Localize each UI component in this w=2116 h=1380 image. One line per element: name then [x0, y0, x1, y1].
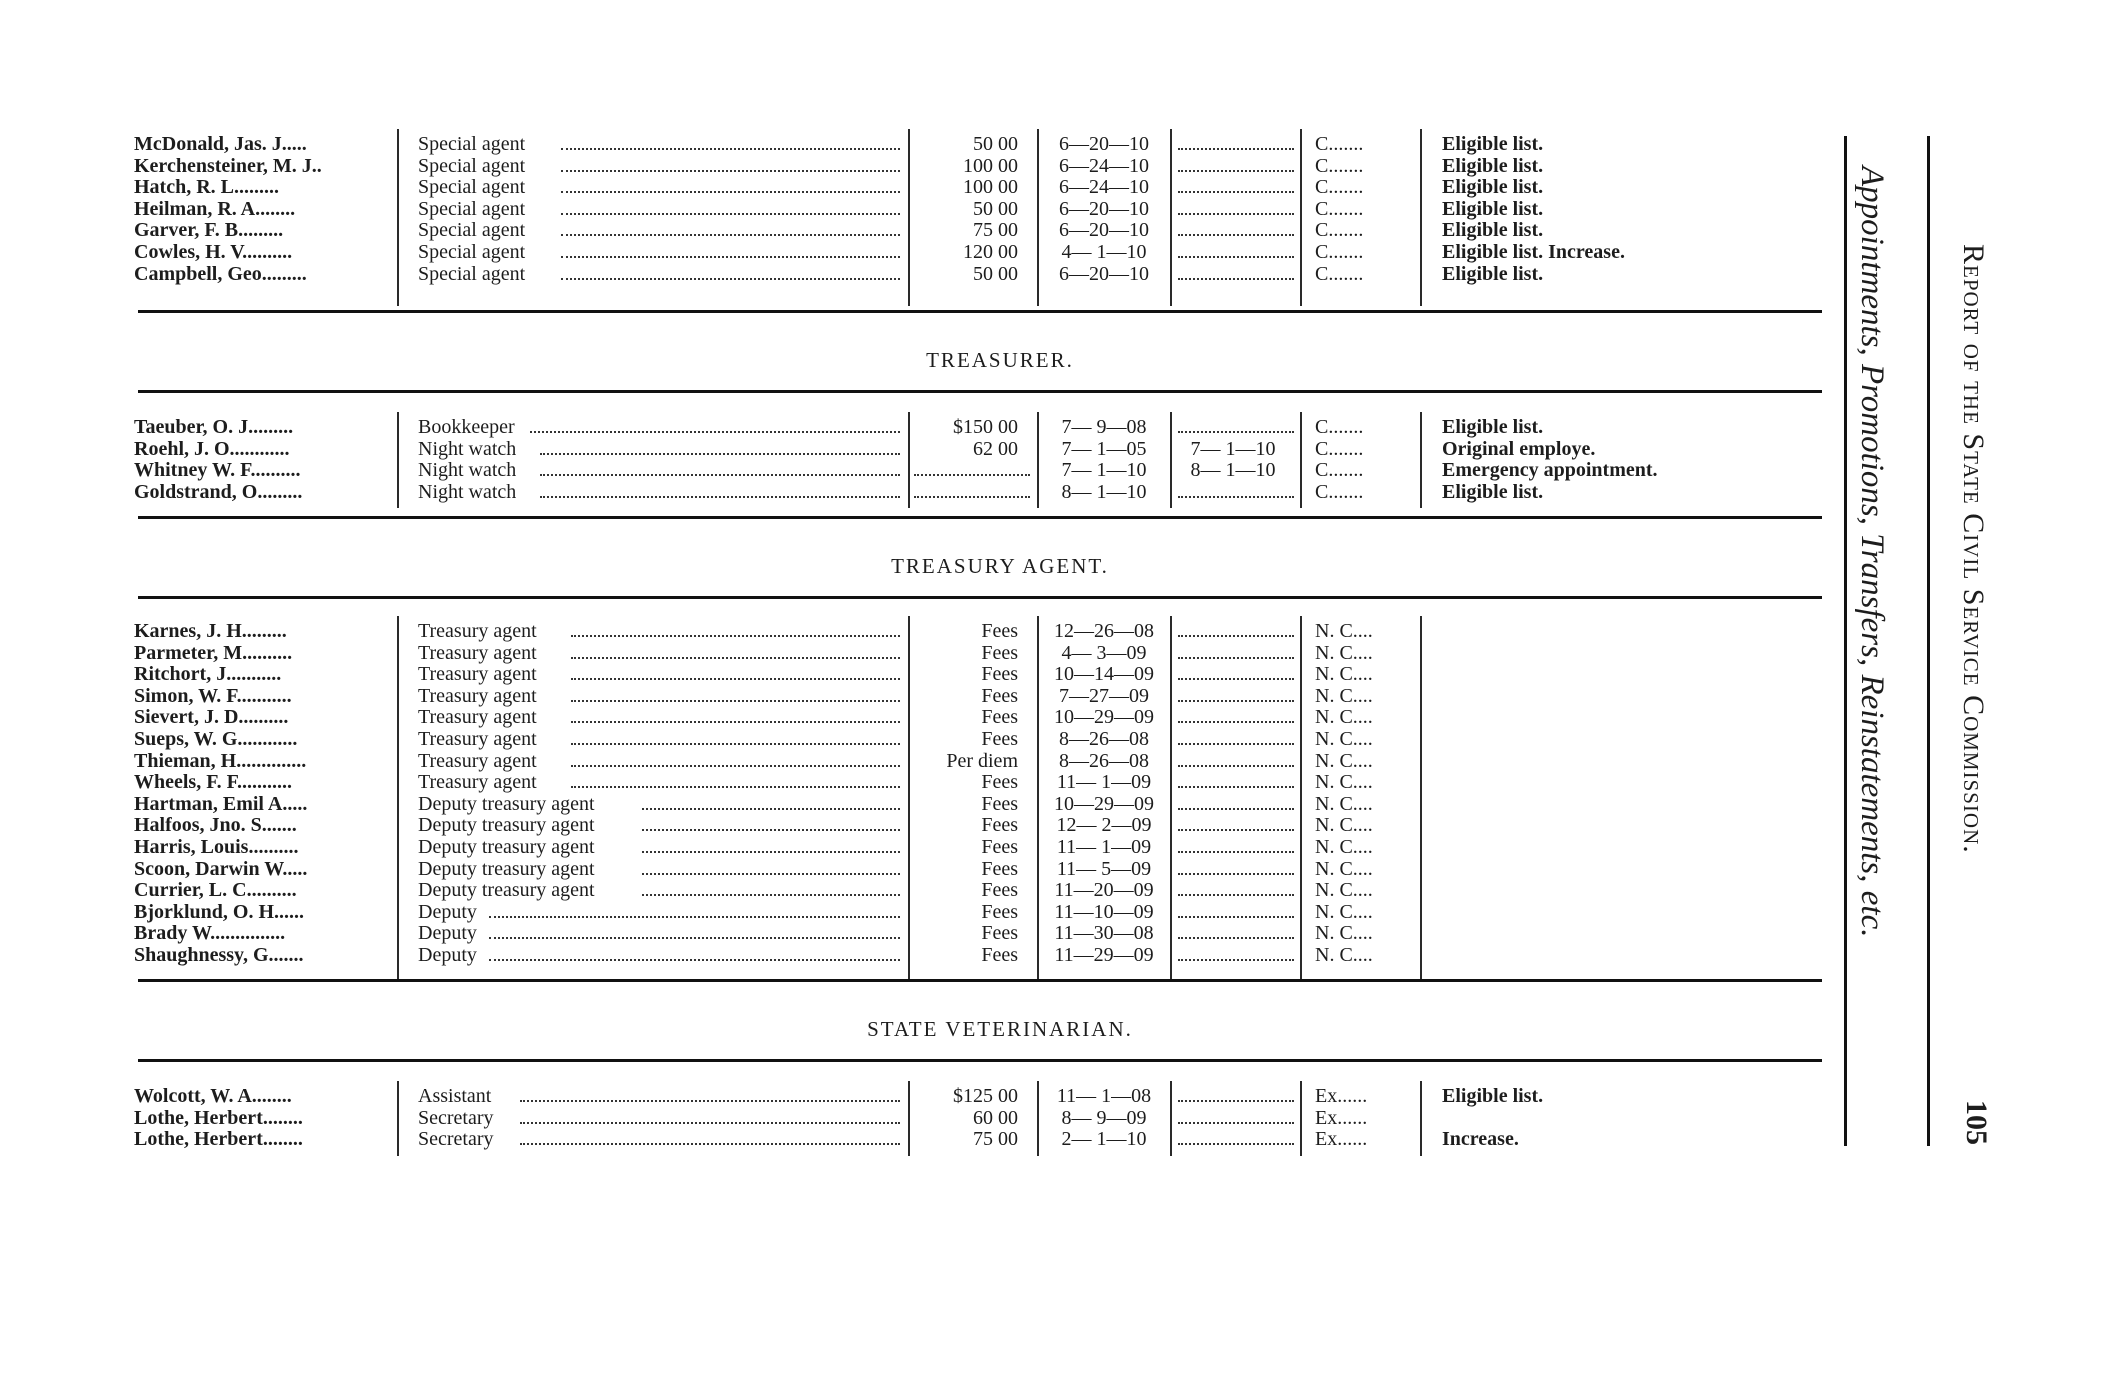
column-divider: [1420, 129, 1422, 306]
table-row: [0, 1128, 2116, 1150]
section-rule: [138, 310, 1822, 313]
table-row: [0, 793, 2116, 815]
cell-name: Currier, L. C..........: [134, 879, 297, 902]
cell-name: Cowles, H. V..........: [134, 241, 293, 263]
dot-leader: [1178, 411, 1294, 433]
cell-class: C.......: [1315, 176, 1364, 199]
cell-position: Night watch: [418, 459, 517, 482]
cell-remarks: Eligible list. Increase.: [1442, 241, 1625, 263]
cell-date1: 11—10—09: [1054, 900, 1154, 923]
cell-class: Ex......: [1315, 1085, 1368, 1107]
table-row: [0, 771, 2116, 793]
cell-salary: Per diem: [946, 749, 1018, 772]
cell-position: Deputy: [418, 944, 477, 966]
cell-remarks: Eligible list.: [1442, 480, 1544, 503]
cell-salary: 50 00: [973, 262, 1018, 285]
cell-name: Lothe, Herbert........: [134, 1128, 303, 1151]
cell-class: C.......: [1315, 133, 1364, 155]
cell-name: Wolcott, W. A........: [134, 1085, 292, 1107]
cell-position: Assistant: [418, 1085, 492, 1107]
column-divider: [1037, 616, 1039, 980]
column-divider: [1300, 616, 1302, 980]
column-divider: [908, 1081, 910, 1156]
cell-position: Special agent: [418, 197, 526, 220]
dot-leader: [1178, 150, 1294, 172]
running-head: Report of the State Civil Service Commission.: [1957, 244, 1990, 854]
dot-leader: [530, 411, 900, 433]
page-number: 105: [1960, 1100, 1993, 1145]
cell-class: N. C....: [1315, 641, 1373, 664]
dot-leader: [1178, 853, 1294, 875]
column-divider: [1170, 129, 1172, 306]
dot-leader: [642, 874, 900, 896]
table-row: [0, 176, 2116, 198]
dot-leader: [1178, 939, 1294, 961]
cell-position: Treasury agent: [418, 663, 537, 686]
cell-name: Hatch, R. L.........: [134, 176, 279, 199]
column-divider: [397, 412, 399, 508]
column-divider: [1037, 412, 1039, 508]
dot-leader: [1178, 723, 1294, 745]
cell-salary: Fees: [981, 814, 1018, 837]
cell-name: McDonald, Jas. J.....: [134, 133, 307, 155]
cell-date2: 8— 1—10: [1190, 459, 1276, 482]
side-rule-right: [1927, 136, 1930, 1146]
cell-class: C.......: [1315, 262, 1364, 285]
dot-leader: [571, 723, 900, 745]
dot-leader: [914, 454, 1030, 476]
dot-leader: [540, 454, 900, 476]
dot-leader: [489, 896, 900, 918]
table-row: [0, 198, 2116, 220]
column-divider: [1170, 1081, 1172, 1156]
dot-leader: [561, 214, 900, 236]
cell-name: Hartman, Emil A.....: [134, 792, 308, 815]
cell-salary: $125 00: [953, 1085, 1018, 1107]
cell-position: Night watch: [418, 437, 517, 460]
column-divider: [908, 616, 910, 980]
cell-position: Special agent: [418, 262, 526, 285]
section-title: TREASURER.: [926, 348, 1074, 372]
cell-salary: 100 00: [963, 154, 1018, 177]
cell-salary: Fees: [981, 684, 1018, 707]
cell-name: Ritchort, J...........: [134, 663, 282, 686]
cell-name: Whitney W. F..........: [134, 459, 301, 482]
cell-date1: 11—20—09: [1054, 879, 1154, 902]
table-row: [0, 620, 2116, 642]
dot-leader: [561, 258, 900, 280]
dot-leader: [561, 128, 900, 150]
cell-class: C.......: [1315, 437, 1364, 460]
cell-position: Deputy treasury agent: [418, 879, 595, 902]
cell-remarks: Eligible list.: [1442, 197, 1544, 220]
cell-position: Treasury agent: [418, 749, 537, 772]
cell-remarks: Eligible list.: [1442, 1085, 1544, 1107]
cell-salary: 75 00: [973, 1128, 1018, 1151]
cell-class: N. C....: [1315, 684, 1373, 707]
cell-name: Kerchensteiner, M. J..: [134, 154, 322, 177]
cell-salary: 50 00: [973, 133, 1018, 155]
cell-date1: 11— 1—09: [1056, 771, 1152, 794]
cell-name: Parmeter, M..........: [134, 641, 293, 664]
section-title: TREASURY AGENT.: [891, 554, 1109, 578]
side-rule-left: [1844, 136, 1847, 1146]
cell-name: Harris, Louis..........: [134, 836, 299, 858]
dot-leader: [1178, 1102, 1294, 1124]
cell-class: C.......: [1315, 241, 1364, 263]
cell-class: N. C....: [1315, 944, 1373, 966]
column-divider: [1037, 129, 1039, 306]
cell-position: Special agent: [418, 241, 526, 263]
cell-position: Deputy treasury agent: [418, 836, 595, 858]
cell-position: Special agent: [418, 176, 526, 199]
dot-leader: [1178, 615, 1294, 637]
cell-position: Treasury agent: [418, 641, 537, 664]
cell-salary: Fees: [981, 879, 1018, 902]
cell-name: Thieman, H..............: [134, 749, 307, 772]
cell-date1: 6—20—10: [1059, 133, 1149, 155]
cell-date1: 11—29—09: [1054, 944, 1154, 966]
dot-leader: [561, 236, 900, 258]
cell-remarks: Eligible list.: [1442, 416, 1544, 438]
column-divider: [397, 616, 399, 980]
table-row: [0, 642, 2116, 664]
cell-name: Scoon, Darwin W.....: [134, 857, 308, 880]
table-row: [0, 263, 2116, 285]
cell-position: Treasury agent: [418, 706, 537, 729]
dot-leader: [571, 701, 900, 723]
table-row: [0, 438, 2116, 460]
table-row: [0, 706, 2116, 728]
cell-salary: $150 00: [953, 416, 1018, 438]
dot-leader: [1178, 896, 1294, 918]
cell-position: Special agent: [418, 154, 526, 177]
table-row: [0, 133, 2116, 155]
cell-date1: 7— 1—10: [1061, 459, 1147, 482]
cell-class: N. C....: [1315, 879, 1373, 902]
column-divider: [397, 1081, 399, 1156]
dot-leader: [1178, 766, 1294, 788]
dot-leader: [1178, 128, 1294, 150]
dot-leader: [489, 917, 900, 939]
cell-date1: 8—26—08: [1059, 728, 1149, 750]
table-row: [0, 685, 2116, 707]
cell-date1: 8— 9—09: [1061, 1106, 1147, 1129]
cell-name: Brady W...............: [134, 922, 286, 945]
cell-salary: 120 00: [963, 241, 1018, 263]
section-rule: [138, 390, 1822, 393]
cell-date1: 6—20—10: [1059, 197, 1149, 220]
cell-remarks: Eligible list.: [1442, 219, 1544, 242]
cell-salary: 50 00: [973, 197, 1018, 220]
table-row: [0, 663, 2116, 685]
cell-position: Deputy treasury agent: [418, 792, 595, 815]
cell-position: Deputy treasury agent: [418, 814, 595, 837]
cell-class: C.......: [1315, 219, 1364, 242]
cell-class: N. C....: [1315, 857, 1373, 880]
column-divider: [1420, 412, 1422, 508]
column-divider: [397, 129, 399, 306]
cell-class: N. C....: [1315, 771, 1373, 794]
table-row: [0, 858, 2116, 880]
table-row: [0, 901, 2116, 923]
cell-date1: 11— 1—09: [1056, 836, 1152, 858]
table-row: [0, 241, 2116, 263]
cell-name: Simon, W. F...........: [134, 684, 292, 707]
dot-leader: [540, 476, 900, 498]
cell-salary: Fees: [981, 771, 1018, 794]
table-row: [0, 1085, 2116, 1107]
cell-date1: 10—29—09: [1054, 792, 1154, 815]
dot-leader: [1178, 745, 1294, 767]
column-divider: [1300, 412, 1302, 508]
cell-class: N. C....: [1315, 663, 1373, 686]
dot-leader: [540, 433, 900, 455]
dot-leader: [642, 831, 900, 853]
table-row: [0, 879, 2116, 901]
cell-salary: Fees: [981, 857, 1018, 880]
cell-date1: 10—29—09: [1054, 706, 1154, 729]
dot-leader: [561, 193, 900, 215]
cell-name: Sievert, J. D..........: [134, 706, 289, 729]
cell-salary: Fees: [981, 706, 1018, 729]
cell-class: N. C....: [1315, 836, 1373, 858]
dot-leader: [489, 939, 900, 961]
table-row: [0, 922, 2116, 944]
cell-salary: 75 00: [973, 219, 1018, 242]
table-row: [0, 836, 2116, 858]
cell-salary: Fees: [981, 836, 1018, 858]
cell-position: Special agent: [418, 133, 526, 155]
cell-date1: 2— 1—10: [1061, 1128, 1147, 1151]
dot-leader: [1178, 1123, 1294, 1145]
cell-position: Secretary: [418, 1106, 494, 1129]
dot-leader: [1178, 788, 1294, 810]
cell-salary: Fees: [981, 620, 1018, 642]
cell-salary: Fees: [981, 728, 1018, 750]
cell-class: N. C....: [1315, 900, 1373, 923]
cell-class: N. C....: [1315, 728, 1373, 750]
dot-leader: [520, 1102, 900, 1124]
dot-leader: [561, 171, 900, 193]
dot-leader: [571, 637, 900, 659]
cell-class: N. C....: [1315, 922, 1373, 945]
dot-leader: [1178, 258, 1294, 280]
cell-date1: 4— 1—10: [1061, 241, 1147, 263]
cell-class: C.......: [1315, 459, 1364, 482]
cell-salary: Fees: [981, 944, 1018, 966]
cell-position: Special agent: [418, 219, 526, 242]
column-divider: [1420, 1081, 1422, 1156]
cell-remarks: Eligible list.: [1442, 176, 1544, 199]
cell-position: Deputy: [418, 900, 477, 923]
dot-leader: [561, 150, 900, 172]
cell-name: Shaughnessy, G.......: [134, 944, 304, 966]
dot-leader: [571, 745, 900, 767]
cell-position: Treasury agent: [418, 728, 537, 750]
dot-leader: [571, 615, 900, 637]
cell-date2: 7— 1—10: [1190, 437, 1276, 460]
column-divider: [1170, 412, 1172, 508]
dot-leader: [1178, 1080, 1294, 1102]
section-rule: [138, 516, 1822, 519]
section-rule: [138, 1059, 1822, 1062]
cell-salary: 60 00: [973, 1106, 1018, 1129]
cell-class: Ex......: [1315, 1106, 1368, 1129]
cell-salary: 62 00: [973, 437, 1018, 460]
cell-salary: Fees: [981, 641, 1018, 664]
cell-name: Taeuber, O. J.........: [134, 416, 294, 438]
dot-leader: [571, 658, 900, 680]
dot-leader: [642, 788, 900, 810]
cell-date1: 8— 1—10: [1061, 480, 1147, 503]
cell-class: C.......: [1315, 416, 1364, 438]
cell-position: Treasury agent: [418, 771, 537, 794]
dot-leader: [1178, 171, 1294, 193]
cell-date1: 10—14—09: [1054, 663, 1154, 686]
dot-leader: [1178, 874, 1294, 896]
cell-position: Deputy treasury agent: [418, 857, 595, 880]
cell-position: Treasury agent: [418, 620, 537, 642]
cell-name: Halfoos, Jno. S.......: [134, 814, 297, 837]
cell-date1: 6—20—10: [1059, 262, 1149, 285]
dot-leader: [1178, 658, 1294, 680]
cell-class: N. C....: [1315, 620, 1373, 642]
column-divider: [1300, 129, 1302, 306]
table-row: [0, 459, 2116, 481]
cell-date1: 7— 9—08: [1061, 416, 1147, 438]
column-divider: [1170, 616, 1172, 980]
table-row: [0, 814, 2116, 836]
table-row: [0, 155, 2116, 177]
dot-leader: [571, 766, 900, 788]
cell-date1: 6—20—10: [1059, 219, 1149, 242]
cell-salary: Fees: [981, 922, 1018, 945]
column-divider: [908, 412, 910, 508]
dot-leader: [1178, 809, 1294, 831]
cell-date1: 12—26—08: [1054, 620, 1154, 642]
cell-name: Roehl, J. O............: [134, 437, 290, 460]
table-row: [0, 750, 2116, 772]
cell-date1: 6—24—10: [1059, 154, 1149, 177]
cell-name: Wheels, F. F...........: [134, 771, 292, 794]
dot-leader: [1178, 680, 1294, 702]
cell-date1: 11— 1—08: [1056, 1085, 1152, 1107]
cell-class: C.......: [1315, 154, 1364, 177]
table-row: [0, 1107, 2116, 1129]
cell-name: Campbell, Geo.........: [134, 262, 307, 285]
cell-name: Bjorklund, O. H......: [134, 900, 305, 923]
table-row: [0, 728, 2116, 750]
dot-leader: [520, 1123, 900, 1145]
section-title: STATE VETERINARIAN.: [867, 1017, 1133, 1041]
cell-position: Bookkeeper: [418, 416, 515, 438]
cell-date1: 6—24—10: [1059, 176, 1149, 199]
cell-salary: Fees: [981, 900, 1018, 923]
cell-class: N. C....: [1315, 814, 1373, 837]
table-row: [0, 416, 2116, 438]
cell-name: Karnes, J. H.........: [134, 620, 287, 642]
cell-name: Lothe, Herbert........: [134, 1106, 303, 1129]
column-divider: [1420, 616, 1422, 980]
dot-leader: [1178, 236, 1294, 258]
cell-date1: 11— 5—09: [1056, 857, 1152, 880]
column-divider: [908, 129, 910, 306]
table-row: [0, 481, 2116, 503]
cell-date1: 7—27—09: [1059, 684, 1149, 707]
column-divider: [1037, 1081, 1039, 1156]
dot-leader: [1178, 917, 1294, 939]
dot-leader: [571, 680, 900, 702]
dot-leader: [1178, 637, 1294, 659]
dot-leader: [1178, 701, 1294, 723]
cell-name: Heilman, R. A........: [134, 197, 296, 220]
dot-leader: [1178, 214, 1294, 236]
cell-salary: Fees: [981, 663, 1018, 686]
cell-class: C.......: [1315, 197, 1364, 220]
page-subtitle: Appointments, Promotions, Transfers, Reinstatements, etc.: [1854, 166, 1890, 938]
cell-class: Ex......: [1315, 1128, 1368, 1151]
cell-date1: 8—26—08: [1059, 749, 1149, 772]
cell-date1: 12— 2—09: [1056, 814, 1152, 837]
cell-position: Secretary: [418, 1128, 494, 1151]
section-rule: [138, 596, 1822, 599]
cell-name: Garver, F. B.........: [134, 219, 284, 242]
column-divider: [1300, 1081, 1302, 1156]
cell-class: N. C....: [1315, 706, 1373, 729]
cell-date1: 4— 3—09: [1061, 641, 1147, 664]
cell-salary: 100 00: [963, 176, 1018, 199]
cell-class: N. C....: [1315, 792, 1373, 815]
dot-leader: [520, 1080, 900, 1102]
cell-class: C.......: [1315, 480, 1364, 503]
cell-salary: Fees: [981, 792, 1018, 815]
table-row: [0, 219, 2116, 241]
dot-leader: [642, 853, 900, 875]
section-rule: [138, 979, 1822, 982]
table-row: [0, 944, 2116, 966]
dot-leader: [914, 476, 1030, 498]
cell-position: Deputy: [418, 922, 477, 945]
cell-date1: 7— 1—05: [1061, 437, 1147, 460]
cell-position: Treasury agent: [418, 684, 537, 707]
cell-class: N. C....: [1315, 749, 1373, 772]
cell-remarks: Original employe.: [1442, 437, 1596, 460]
cell-remarks: Eligible list.: [1442, 154, 1544, 177]
cell-name: Goldstrand, O.........: [134, 480, 303, 503]
cell-name: Sueps, W. G............: [134, 728, 298, 750]
dot-leader: [642, 809, 900, 831]
cell-remarks: Emergency appointment.: [1442, 459, 1658, 482]
cell-remarks: Increase.: [1442, 1128, 1519, 1151]
cell-position: Night watch: [418, 480, 517, 503]
cell-remarks: Eligible list.: [1442, 133, 1544, 155]
dot-leader: [1178, 476, 1294, 498]
cell-remarks: Eligible list.: [1442, 262, 1544, 285]
cell-date1: 11—30—08: [1054, 922, 1154, 945]
dot-leader: [1178, 831, 1294, 853]
dot-leader: [1178, 193, 1294, 215]
